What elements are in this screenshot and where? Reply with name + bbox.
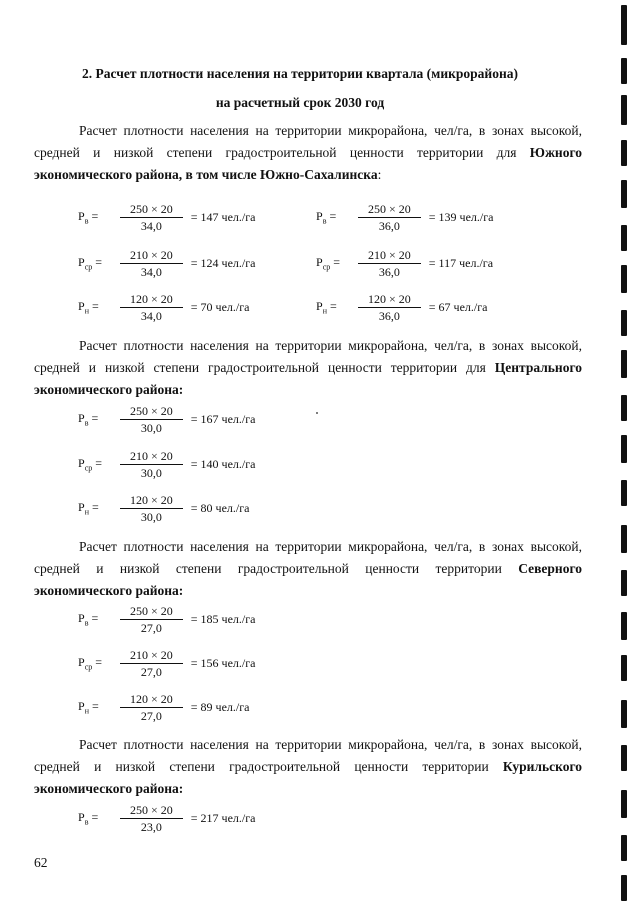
- district-name: Курильского экономического района:: [34, 759, 582, 796]
- formula-lhs: $Р_н$ =: [78, 699, 99, 716]
- fraction: $\frac{250 \times 20}{23,0}$: [120, 803, 183, 834]
- formula-result: = 139 чел./га: [428, 210, 494, 224]
- formula-lhs: $Р_в$ =: [78, 611, 99, 628]
- formula-central-high: [78, 404, 255, 435]
- scan-edge-mark: [621, 95, 627, 125]
- paragraph-south: [34, 120, 582, 186]
- formula-lhs: $Р_в$ =: [78, 209, 99, 226]
- scan-edge-mark: [621, 525, 627, 553]
- scan-edge-mark: [621, 700, 627, 728]
- formula-lhs: $Р_в$ =: [316, 209, 337, 226]
- formula-central-mid: [78, 449, 255, 480]
- formula-lhs: $Р_{ср}$ =: [78, 655, 103, 672]
- formula-south-high-36: [316, 202, 493, 233]
- formula-south-high-34: [78, 202, 255, 233]
- formula-central-low: [78, 493, 249, 524]
- formula-south-mid-36: [316, 248, 493, 279]
- scan-edge-mark: [621, 140, 627, 166]
- formula-result: = 89 чел./га: [190, 700, 250, 714]
- fraction: $\frac{210 \times 20}{30,0}$: [120, 449, 183, 480]
- district-name: Центрального экономического района:: [34, 360, 582, 397]
- formula-result: = 67 чел./га: [428, 300, 488, 314]
- formula-south-low-36: [316, 292, 487, 323]
- scan-edge-mark: [621, 180, 627, 208]
- formula-result: = 140 чел./га: [190, 457, 256, 471]
- formula-result: = 117 чел./га: [428, 256, 494, 270]
- formula-lhs: $Р_в$ =: [78, 411, 99, 428]
- scan-speck: [316, 412, 318, 414]
- scan-edge-mark: [621, 835, 627, 861]
- formula-kuril-high: [78, 803, 255, 834]
- formula-result: = 167 чел./га: [190, 412, 256, 426]
- fraction: $\frac{250 \times 20}{27,0}$: [120, 604, 183, 635]
- fraction: $\frac{250 \times 20}{36,0}$: [358, 202, 421, 233]
- formula-lhs: $Р_в$ =: [78, 810, 99, 827]
- formula-south-low-34: [78, 292, 249, 323]
- fraction: $\frac{210 \times 20}{27,0}$: [120, 648, 183, 679]
- formula-lhs: $Р_{ср}$ =: [316, 255, 341, 272]
- scan-edge-mark: [621, 655, 627, 681]
- formula-result: = 70 чел./га: [190, 300, 250, 314]
- fraction: $\frac{120 \times 20}{27,0}$: [120, 692, 183, 723]
- scan-edge-mark: [621, 265, 627, 293]
- scan-edge-mark: [621, 570, 627, 596]
- scan-edge-mark: [621, 612, 627, 640]
- paragraph-text: Расчет плотности населения на территории микрорайона, чел/га, в зонах высокой, средней и низкой степени градостроительной ценности территории: [34, 539, 582, 576]
- scan-edge-mark: [621, 350, 627, 378]
- formula-north-low: [78, 692, 249, 723]
- fraction: $\frac{120 \times 20}{30,0}$: [120, 493, 183, 524]
- paragraph-tail: :: [377, 167, 382, 182]
- district-name: Северного экономического района:: [34, 561, 582, 598]
- fraction: $\frac{210 \times 20}{36,0}$: [358, 248, 421, 279]
- fraction: $\frac{250 \times 20}{34,0}$: [120, 202, 183, 233]
- formula-lhs: $Р_н$ =: [316, 299, 337, 316]
- formula-result: = 156 чел./га: [190, 656, 256, 670]
- fraction: $\frac{250 \times 20}{30,0}$: [120, 404, 183, 435]
- page-number: 62: [34, 855, 48, 870]
- formula-result: = 185 чел./га: [190, 612, 256, 626]
- paragraph-text: Расчет плотности населения на территории микрорайона, чел/га, в зонах высокой, средней и низкой степени градостроительной ценности территории для: [34, 123, 582, 160]
- formula-result: = 217 чел./га: [190, 811, 256, 825]
- formula-lhs: $Р_н$ =: [78, 299, 99, 316]
- scan-edge-mark: [621, 875, 627, 901]
- section-title-line2: на расчетный срок 2030 год: [215, 95, 385, 110]
- scan-edge-mark: [621, 58, 627, 84]
- paragraph-central: [34, 335, 582, 401]
- formula-lhs: $Р_{ср}$ =: [78, 456, 103, 473]
- scan-edge-mark: [621, 745, 627, 771]
- district-name: Южного экономического района, в том числе Южно-Сахалинска: [34, 145, 582, 182]
- scan-edge-mark: [621, 480, 627, 506]
- formula-result: = 147 чел./га: [190, 210, 256, 224]
- formula-north-high: [78, 604, 255, 635]
- formula-lhs: $Р_{ср}$ =: [78, 255, 103, 272]
- fraction: $\frac{120 \times 20}{34,0}$: [120, 292, 183, 323]
- paragraph-north: [34, 536, 582, 602]
- scan-edge-mark: [621, 310, 627, 336]
- paragraph-kuril: [34, 734, 582, 800]
- scan-edge-mark: [621, 790, 627, 818]
- scan-edge-mark: [621, 395, 627, 421]
- formula-result: = 80 чел./га: [190, 501, 250, 515]
- paragraph-text: Расчет плотности населения на территории микрорайона, чел/га, в зонах высокой, средней и низкой степени градостроительной ценности территории: [34, 737, 582, 774]
- formula-result: = 124 чел./га: [190, 256, 256, 270]
- scan-edge-mark: [621, 5, 627, 45]
- scan-edge-mark: [621, 225, 627, 251]
- fraction: $\frac{210 \times 20}{34,0}$: [120, 248, 183, 279]
- formula-north-mid: [78, 648, 255, 679]
- formula-lhs: $Р_н$ =: [78, 500, 99, 517]
- formula-south-mid-34: [78, 248, 255, 279]
- scan-edge-mark: [621, 435, 627, 463]
- paragraph-text: Расчет плотности населения на территории микрорайона, чел/га, в зонах высокой, средней и низкой степени градостроительной ценности территории для: [34, 338, 582, 375]
- section-title-line1: 2. Расчет плотности населения на территории квартала (микрорайона): [82, 66, 518, 81]
- fraction: $\frac{120 \times 20}{36,0}$: [358, 292, 421, 323]
